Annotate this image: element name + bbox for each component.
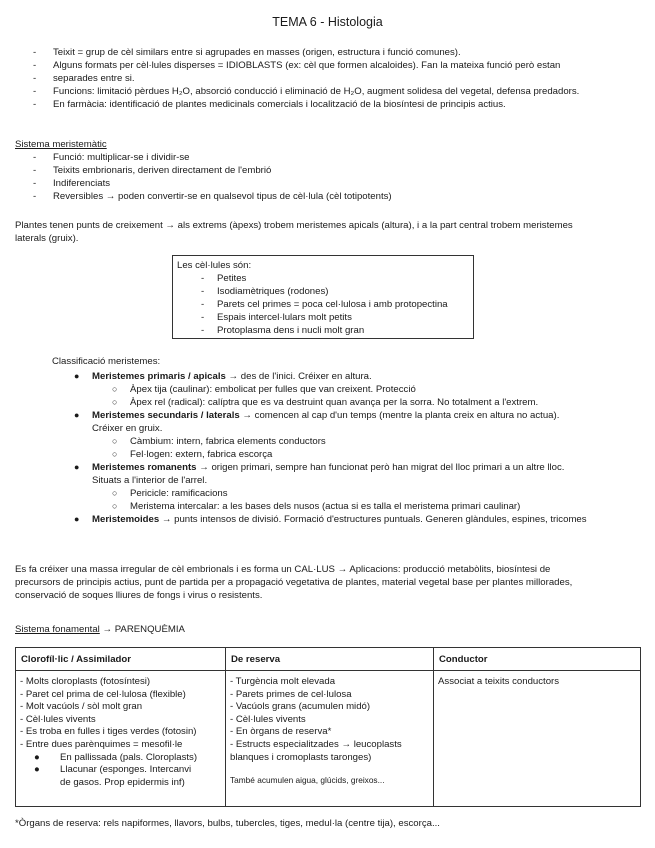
bullet-icon: ● [74, 410, 80, 420]
cell-line: - Entre dues parènquimes = mesofil·le [20, 738, 183, 750]
list-item-text: Àpex tija (caulinar): embolicat per fulles que van creixent. Protecció [130, 384, 416, 395]
term-text-cont: Créixer en gruix. [92, 423, 163, 434]
list-item [52, 396, 644, 409]
intro-list [23, 46, 641, 111]
list-item: - Parets cel primes = poca cel·lulosa i amb protopectina [177, 298, 473, 311]
list-item [52, 435, 644, 448]
list-item-text: Càmbium: intern, fabrica elements conductors [130, 436, 326, 447]
classification-list [52, 409, 644, 435]
circle-bullet-icon: ○ [112, 436, 118, 446]
cell-line: - Paret cel prima de cel·lulosa (flexible) [20, 688, 186, 700]
table-cell-conductor [434, 671, 641, 807]
cell-line: - Molts cloroplasts (fotosíntesi) [20, 676, 151, 687]
list-item: - Funció: multiplicar-se i dividir-se [23, 151, 623, 164]
table-row [16, 671, 641, 807]
list-item: - Reversibles → poden convertir-se en qualsevol tipus de cèl·lula (cèl totipotents) [23, 190, 623, 203]
term-label: Meristemes romanents [92, 462, 197, 473]
parenchyma-table [15, 647, 641, 807]
term-text: → punts intensos de divisió. Formació d'estructures puntuals. Generen glàndules, espines, tricomes [161, 514, 587, 525]
section-heading-fonamental [15, 623, 185, 636]
secondary-sublist [52, 435, 644, 461]
cell-characteristics-box [172, 255, 474, 339]
classification-list [52, 370, 644, 383]
list-item-secondary [52, 409, 644, 435]
cell-line: blanques i cromoplasts taronges) [230, 751, 372, 763]
list-item-meristemoid [52, 513, 644, 526]
term-text-cont: Situats a l'interior de l'arrel. [92, 475, 208, 486]
term-text: → des de l'inici. Créixer en altura. [228, 371, 372, 382]
table-header-cell: De reserva [226, 648, 434, 671]
paragraph-line: laterals (gruix). [15, 233, 79, 244]
cell-line: - Cèl·lules vivents [230, 713, 306, 725]
cell-line: Llacunar (esponges. Intercanvi [60, 764, 192, 776]
list-item-continuation [23, 72, 641, 85]
list-item-text: separades entre si. [53, 73, 135, 84]
paragraph-line: precursors de principis actius, punt de partida per a propagació vegetativa de plantes, material vegetal base per plantes millorades, [15, 577, 573, 588]
paragraph-line: conservació de soques lliures de fongs i virus o resistents. [15, 590, 263, 601]
list-item: - Alguns formats per cèl·lules disperses = IDIOBLASTS (ex: cèl que formen alcaloides). Fan la mateixa funció però estan [23, 59, 641, 72]
section-heading-text: Sistema fonamental [15, 624, 100, 635]
term-label: Meristemoides [92, 514, 160, 525]
list-item-primary [52, 370, 644, 383]
cell-line: - Estructs especialitzades → leucoplasts [230, 738, 402, 750]
list-item: - Isodiamètriques (rodones) [177, 285, 473, 298]
meristem-list [23, 151, 623, 203]
bullet-icon: ● [34, 751, 40, 763]
list-item [52, 383, 644, 396]
circle-bullet-icon: ○ [112, 397, 118, 407]
list-item: - Teixit = grup de cèl similars entre si agrupades en masses (origen, estructura i funció comunes). [23, 46, 641, 59]
list-item [52, 448, 644, 461]
list-item-text: Àpex rel (radical): calíptra que es va destruint quan avança per la sorra. No totalment a l'extrem. [130, 397, 539, 408]
growth-paragraph [15, 219, 645, 245]
callus-paragraph [15, 563, 647, 602]
classification-list [52, 461, 644, 487]
list-item: - Petites [177, 272, 473, 285]
box-list [177, 272, 473, 337]
circle-bullet-icon: ○ [112, 501, 118, 511]
bullet-icon: ● [74, 514, 80, 524]
section-heading-suffix: → PARENQUÈMIA [102, 624, 185, 635]
cell-line: En pallissada (pals. Cloroplasts) [60, 751, 198, 763]
table-header-row [16, 648, 641, 671]
list-item: - En farmàcia: identificació de plantes medicinals comercials i localització de la biosíntesi de principis actius. [23, 98, 641, 111]
cell-bullet-item [20, 764, 221, 777]
term-text: → origen primari, sempre han funcionat però han migrat del lloc primari a un altre lloc. [199, 462, 565, 473]
primary-sublist [52, 383, 644, 409]
paragraph-line: Plantes tenen punts de creixement → als extrems (àpexs) trobem meristemes apicals (altura), i a la part central trobem meristemes [15, 220, 573, 231]
term-label: Meristemes secundaris / laterals [92, 410, 240, 421]
list-item-text: Meristema intercalar: a les bases dels nusos (actua si es talla el meristema primari caulinar) [130, 501, 521, 512]
list-item: - Funcions: limitació pèrdues H₂O, absorció conducció i eliminació de H₂O, augment solidesa del vegetal, defensa predadors. [23, 85, 641, 98]
cell-line: - Turgència molt elevada [230, 676, 336, 687]
list-item-text: Fel·logen: extern, fabrica escorça [130, 449, 273, 460]
cell-line: de gasos. Prop epidermis inf) [60, 776, 185, 788]
cell-line: - Vacúols grans (acumulen midó) [230, 701, 371, 713]
circle-bullet-icon: ○ [112, 449, 118, 459]
cell-line: - Molt vacúols / sòl molt gran [20, 701, 143, 713]
table-cell-chlorophyllous [16, 671, 226, 807]
circle-bullet-icon: ○ [112, 384, 118, 394]
circle-bullet-icon: ○ [112, 488, 118, 498]
table-cell-reserve [226, 671, 434, 807]
paragraph-line: Es fa créixer una massa irregular de cèl embrionals i es forma un CAL·LUS → Aplicacions: producció metabòlits, biosíntesi de [15, 564, 551, 575]
bullet-icon: ● [74, 462, 80, 472]
cell-line: - Es troba en fulles i tiges verdes (fotosin) [20, 726, 197, 738]
list-item-remnant [52, 461, 644, 487]
box-title: Les cèl·lules són: [177, 260, 252, 271]
table-header-cell: Clorofíl·lic / Assimilador [16, 648, 226, 671]
bullet-icon: ● [34, 764, 40, 776]
term-text: → comencen al cap d'un temps (mentre la planta creix en altura no actua). [242, 410, 560, 421]
cell-bullet-continuation [20, 777, 221, 790]
cell-line: Associat a teixits conductors [438, 676, 560, 687]
classification-heading: Classificació meristemes: [52, 356, 161, 367]
section-heading-meristem: Sistema meristemàtic [15, 139, 107, 150]
list-item [52, 500, 644, 513]
list-item: - Indiferenciats [23, 177, 623, 190]
list-item-text: Pericicle: ramificacions [130, 488, 228, 499]
table-header-cell: Conductor [434, 648, 641, 671]
bullet-icon: ● [74, 371, 80, 381]
term-label: Meristemes primaris / apicals [92, 371, 226, 382]
classification-list [52, 513, 644, 526]
list-item: - Teixits embrionaris, deriven directament de l'embrió [23, 164, 623, 177]
footnote: *Òrgans de reserva: rels napiformes, llavors, bulbs, tubercles, tiges, medul·la (centre tija), escorça... [15, 818, 440, 829]
page-title: TEMA 6 - Histologia [272, 15, 383, 29]
cell-line: - Parets primes de cel·lulosa [230, 688, 352, 700]
list-item: - Espais intercel·lulars molt petits [177, 311, 473, 324]
meristem-classification [52, 355, 644, 526]
cell-line: - En òrgans de reserva* [230, 726, 332, 738]
cell-bullet-item [20, 752, 221, 765]
list-item [52, 487, 644, 500]
cell-note: També acumulen aigua, glúcids, greixos... [230, 775, 385, 786]
remnant-sublist [52, 487, 644, 513]
cell-line: - Cèl·lules vivents [20, 713, 96, 725]
list-item: - Protoplasma dens i nucli molt gran [177, 324, 473, 337]
